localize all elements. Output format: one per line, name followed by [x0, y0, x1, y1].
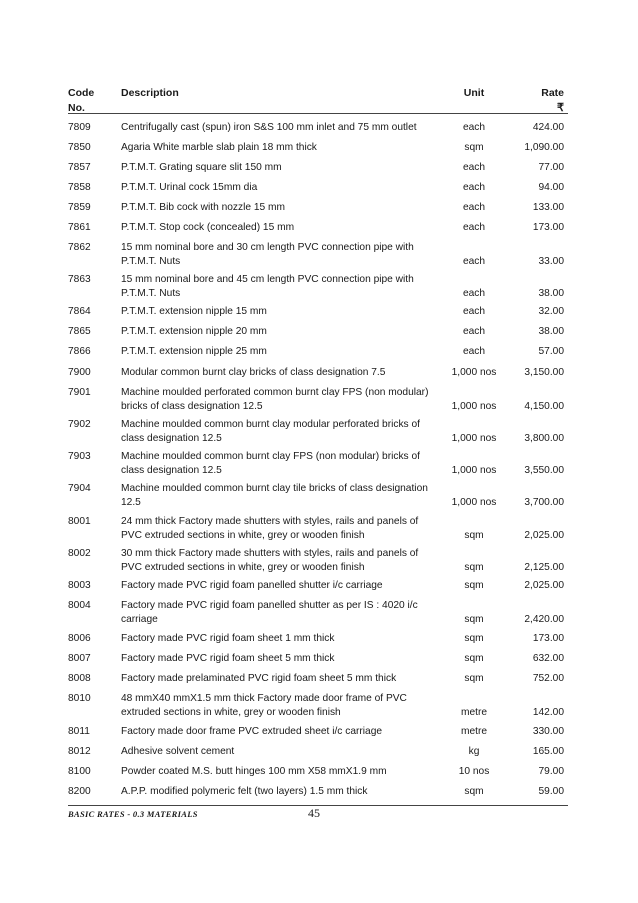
item-description — [121, 482, 451, 509]
item-rate: 142.00 — [532, 706, 564, 718]
item-description-line: 24 mm thick Factory made shutters with styles, rails and panels of — [121, 516, 419, 527]
item-description — [121, 221, 451, 235]
item-unit: each — [462, 202, 486, 213]
item-unit: each — [462, 255, 486, 267]
item-description — [121, 418, 451, 445]
item-unit: sqm — [464, 613, 484, 625]
item-description-line: P.T.M.T. extension nipple 15 mm — [121, 306, 267, 317]
item-description — [121, 325, 451, 339]
item-description — [121, 161, 451, 175]
item-rate: 79.00 — [538, 766, 564, 777]
item-description-line: Powder coated M.S. butt hinges 100 mm X58 mmX1.9 mm — [121, 766, 387, 777]
item-description-line: 48 mmX40 mmX1.5 mm thick Factory made door frame of PVC — [121, 693, 407, 704]
item-rate: 424.00 — [532, 122, 564, 133]
item-unit: metre — [460, 726, 488, 737]
item-unit: each — [462, 287, 486, 299]
item-code: 8001 — [68, 516, 91, 527]
item-description-line: Machine moulded common burnt clay modular perforated bricks of — [121, 419, 420, 430]
item-rate: 3,150.00 — [524, 367, 564, 378]
item-description — [121, 745, 451, 759]
item-code: 8007 — [68, 653, 91, 664]
item-description — [121, 672, 451, 686]
item-description-line: Machine moulded perforated common burnt clay FPS (non modular) — [121, 387, 429, 398]
header-divider — [68, 113, 568, 114]
item-rate: 2,420.00 — [524, 613, 564, 625]
item-description-line: class designation 12.5 — [121, 464, 222, 476]
item-code: 7903 — [68, 451, 91, 462]
item-rate: 57.00 — [538, 346, 564, 357]
item-code: 7863 — [68, 274, 91, 285]
item-description — [121, 785, 451, 799]
item-unit: metre — [460, 706, 488, 718]
item-description-line: 30 mm thick Factory made shutters with styles, rails and panels of — [121, 548, 419, 559]
item-description-line: P.T.M.T. Urinal cock 15mm dia — [121, 182, 258, 193]
item-description — [121, 201, 451, 215]
item-unit: 1,000 nos — [451, 496, 497, 508]
item-code: 8002 — [68, 548, 91, 559]
item-rate: 165.00 — [532, 746, 564, 757]
item-code: 8010 — [68, 693, 91, 704]
item-rate: 3,550.00 — [524, 464, 564, 476]
item-code: 8006 — [68, 633, 91, 644]
item-unit: sqm — [464, 142, 484, 153]
item-code: 7901 — [68, 387, 91, 398]
item-description — [121, 579, 451, 593]
item-unit: each — [462, 326, 486, 337]
item-description-line: P.T.M.T. Nuts — [121, 255, 181, 267]
item-code: 8200 — [68, 786, 91, 797]
item-description — [121, 450, 451, 477]
header-unit: Unit — [463, 87, 485, 99]
item-unit: each — [462, 182, 486, 193]
item-code: 7859 — [68, 202, 91, 213]
item-description — [121, 181, 451, 195]
header-rate — [505, 86, 564, 116]
item-description-line: Factory made PVC rigid foam sheet 5 mm thick — [121, 653, 335, 664]
item-unit: sqm — [464, 561, 484, 573]
header-description: Description — [121, 87, 179, 99]
footer-section-title: BASIC RATES - 0.3 MATERIALS — [68, 809, 198, 819]
item-code: 7850 — [68, 142, 91, 153]
item-description — [121, 692, 451, 719]
item-code: 8004 — [68, 600, 91, 611]
item-unit: 1,000 nos — [451, 432, 497, 444]
item-description — [121, 547, 451, 574]
item-code: 8011 — [68, 726, 90, 737]
item-rate: 133.00 — [532, 202, 564, 213]
item-unit: each — [462, 162, 486, 173]
item-description-line: P.T.M.T. extension nipple 20 mm — [121, 326, 267, 337]
item-unit: each — [462, 346, 486, 357]
item-rate: 3,700.00 — [524, 496, 564, 508]
item-rate: 3,800.00 — [524, 432, 564, 444]
item-rate: 330.00 — [532, 726, 564, 737]
item-description-line: P.T.M.T. Bib cock with nozzle 15 mm — [121, 202, 285, 213]
item-rate: 2,025.00 — [524, 580, 564, 591]
item-description-line: P.T.M.T. Grating square slit 150 mm — [121, 162, 282, 173]
item-rate: 94.00 — [538, 182, 564, 193]
item-unit: sqm — [464, 633, 484, 644]
item-unit: each — [462, 222, 486, 233]
item-code: 7858 — [68, 182, 91, 193]
item-rate: 173.00 — [532, 633, 564, 644]
item-unit: each — [462, 122, 486, 133]
item-rate: 752.00 — [532, 673, 564, 684]
item-rate: 2,025.00 — [524, 529, 564, 541]
item-description-line: A.P.P. modified polymeric felt (two layers) 1.5 mm thick — [121, 786, 368, 797]
item-description — [121, 599, 451, 626]
item-description — [121, 765, 451, 779]
item-unit: sqm — [464, 529, 484, 541]
item-description-line: PVC extruded sections in white, grey or wooden finish — [121, 561, 365, 573]
item-description-line: Modular common burnt clay bricks of class designation 7.5 — [121, 367, 386, 378]
header-rate-label: Rate — [541, 87, 564, 99]
item-code: 8012 — [68, 746, 91, 757]
item-rate: 77.00 — [538, 162, 564, 173]
item-description — [121, 141, 451, 155]
item-description — [121, 241, 451, 268]
item-description — [121, 121, 451, 135]
item-description-line: bricks of class designation 12.5 — [121, 400, 263, 412]
item-unit: 10 nos — [458, 766, 490, 777]
item-description-line: Factory made PVC rigid foam sheet 1 mm thick — [121, 633, 335, 644]
item-description — [121, 632, 451, 646]
item-rate: 4,150.00 — [524, 400, 564, 412]
item-description-line: extruded sections in white, grey or wooden finish — [121, 706, 341, 718]
item-unit: sqm — [464, 580, 484, 591]
item-code: 7902 — [68, 419, 91, 430]
item-description-line: Centrifugally cast (spun) iron S&S 100 mm inlet and 75 mm outlet — [121, 122, 417, 133]
item-description-line: Factory made PVC rigid foam panelled shutter as per IS : 4020 i/c — [121, 600, 418, 611]
item-description — [121, 725, 451, 739]
item-rate: 632.00 — [532, 653, 564, 664]
item-unit: 1,000 nos — [451, 400, 497, 412]
item-code: 7861 — [68, 222, 91, 233]
item-code: 8003 — [68, 580, 91, 591]
item-description-line: P.T.M.T. Nuts — [121, 287, 181, 299]
item-unit: sqm — [464, 653, 484, 664]
item-rate: 173.00 — [532, 222, 564, 233]
item-rate: 38.00 — [538, 287, 564, 299]
item-code: 7904 — [68, 483, 91, 494]
item-description — [121, 366, 451, 380]
item-unit: kg — [468, 746, 480, 757]
item-description — [121, 345, 451, 359]
item-description-line: Factory made PVC rigid foam panelled shutter i/c carriage — [121, 580, 383, 591]
item-description — [121, 386, 451, 413]
item-description — [121, 652, 451, 666]
item-description-line: 15 mm nominal bore and 45 cm length PVC connection pipe with — [121, 274, 414, 285]
item-code: 7900 — [68, 367, 91, 378]
item-description-line: Machine moulded common burnt clay FPS (non modular) bricks of — [121, 451, 420, 462]
rupee-symbol: ₹ — [557, 102, 564, 114]
item-code: 7865 — [68, 326, 91, 337]
item-code: 8008 — [68, 673, 91, 684]
item-code: 8100 — [68, 766, 91, 777]
item-description-line: Factory made door frame PVC extruded sheet i/c carriage — [121, 726, 383, 737]
item-code: 7864 — [68, 306, 91, 317]
item-rate: 32.00 — [538, 306, 564, 317]
page-number: 45 — [308, 806, 320, 820]
item-description-line: carriage — [121, 613, 158, 625]
item-description — [121, 305, 451, 319]
item-description — [121, 515, 451, 542]
header-code — [68, 86, 113, 116]
item-rate: 1,090.00 — [524, 142, 564, 153]
item-code: 7809 — [68, 122, 91, 133]
item-code: 7866 — [68, 346, 91, 357]
item-description-line: Adhesive solvent cement — [121, 746, 235, 757]
item-rate: 33.00 — [538, 255, 564, 267]
item-unit: sqm — [464, 673, 484, 684]
item-description-line: Factory made prelaminated PVC rigid foam sheet 5 mm thick — [121, 673, 397, 684]
item-code: 7862 — [68, 242, 91, 253]
item-description-line: P.T.M.T. Stop cock (concealed) 15 mm — [121, 222, 295, 233]
item-unit: each — [462, 306, 486, 317]
item-description — [121, 273, 451, 300]
item-description-line: Machine moulded common burnt clay tile bricks of class designation — [121, 483, 428, 494]
item-unit: sqm — [464, 786, 484, 797]
item-rate: 59.00 — [538, 786, 564, 797]
item-rate: 38.00 — [538, 326, 564, 337]
header-code-line2: No. — [68, 102, 85, 114]
item-description-line: P.T.M.T. extension nipple 25 mm — [121, 346, 267, 357]
item-description-line: 15 mm nominal bore and 30 cm length PVC connection pipe with — [121, 242, 414, 253]
item-description-line: 12.5 — [121, 496, 141, 508]
item-rate: 2,125.00 — [524, 561, 564, 573]
item-description-line: class designation 12.5 — [121, 432, 222, 444]
item-code: 7857 — [68, 162, 91, 173]
header-code-line1: Code — [68, 87, 95, 99]
item-description-line: PVC extruded sections in white, grey or wooden finish — [121, 529, 365, 541]
item-unit: 1,000 nos — [451, 367, 497, 378]
item-description-line: Agaria White marble slab plain 18 mm thick — [121, 142, 317, 153]
item-unit: 1,000 nos — [451, 464, 497, 476]
